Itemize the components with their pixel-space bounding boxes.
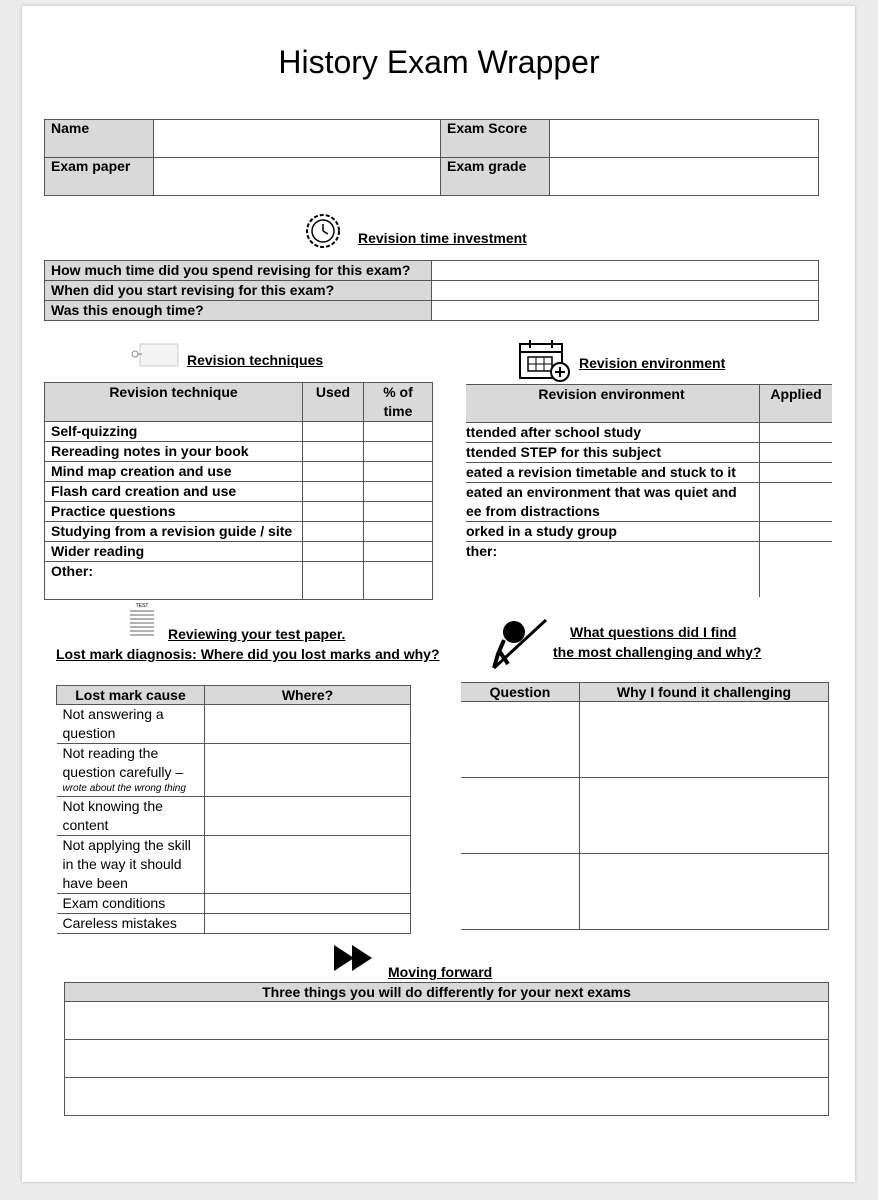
time-cell[interactable]	[364, 442, 433, 462]
cause-row-label: Not answering a question	[57, 705, 205, 744]
technique-row-label: Studying from a revision guide / site	[45, 522, 303, 542]
where-column-header: Where?	[205, 686, 411, 705]
moving-forward-heading: Moving forward	[388, 964, 493, 980]
environment-row-label: eated a revision timetable and stuck to it	[466, 463, 760, 483]
cause-row-label: Not knowing the content	[57, 797, 205, 836]
applied-cell[interactable]	[760, 423, 833, 443]
applied-cell[interactable]	[760, 542, 833, 598]
technique-row-label: Other:	[45, 562, 303, 600]
where-cell[interactable]	[205, 705, 411, 744]
time-answer-field[interactable]	[432, 261, 819, 281]
technique-column-header: Revision technique	[45, 383, 303, 422]
challenging-heading-line1: What questions did I find	[570, 624, 737, 640]
question-column-header: Question	[461, 683, 580, 702]
why-cell[interactable]	[580, 778, 829, 854]
applied-cell[interactable]	[760, 443, 833, 463]
time-column-header: % of time	[364, 383, 433, 422]
lost-mark-table	[56, 685, 411, 934]
environment-column-header: Revision environment	[466, 385, 760, 423]
time-cell[interactable]	[364, 522, 433, 542]
cause-row-label: Careless mistakes	[57, 914, 205, 934]
clock-icon	[303, 212, 343, 250]
technique-row-label: Wider reading	[45, 542, 303, 562]
moving-forward-header: Three things you will do differently for your next exams	[65, 983, 829, 1002]
why-column-header: Why I found it challenging	[580, 683, 829, 702]
revision-techniques-heading: Revision techniques	[187, 352, 324, 368]
used-cell[interactable]	[303, 522, 364, 542]
climbing-figure-icon	[490, 616, 550, 672]
cause-row-label: Not reading the question carefully –	[62, 745, 184, 780]
used-cell[interactable]	[303, 422, 364, 442]
environment-row-label: ttended STEP for this subject	[466, 443, 760, 463]
cause-row-label: Not applying the skill in the way it should have been	[57, 836, 205, 894]
moving-forward-table	[64, 982, 829, 1116]
next-exam-action-field[interactable]	[65, 1040, 829, 1078]
environment-row-label: ttended after school study	[466, 423, 760, 443]
flash-card-icon	[128, 341, 180, 369]
test-paper-icon	[127, 603, 157, 639]
exam-paper-field[interactable]	[154, 158, 441, 196]
why-cell[interactable]	[580, 702, 829, 778]
revision-time-table	[44, 260, 819, 321]
student-info-table	[44, 119, 819, 196]
environment-row-label: eated an environment that was quiet and ee from distractions	[466, 483, 760, 522]
cause-row-note: wrote about the wrong thing	[62, 783, 186, 794]
where-cell[interactable]	[205, 836, 411, 894]
exam-grade-field[interactable]	[550, 158, 819, 196]
time-question: When did you start revising for this exam?	[45, 281, 432, 301]
test-paper-lines	[127, 609, 157, 639]
review-heading: Reviewing your test paper.	[168, 626, 346, 642]
revision-time-heading: Revision time investment	[358, 230, 527, 246]
technique-row-label: Mind map creation and use	[45, 462, 303, 482]
exam-grade-label: Exam grade	[441, 158, 550, 196]
used-cell[interactable]	[303, 502, 364, 522]
test-paper-icon-label: TEST	[135, 603, 149, 609]
environment-table-clip	[466, 384, 832, 597]
next-exam-action-field[interactable]	[65, 1002, 829, 1040]
fast-forward-icon	[332, 942, 376, 974]
used-cell[interactable]	[303, 462, 364, 482]
environment-row-label: ther:	[466, 542, 760, 598]
time-answer-field[interactable]	[432, 301, 819, 321]
question-cell[interactable]	[461, 702, 580, 778]
exam-score-label: Exam Score	[441, 120, 550, 158]
cause-row-cell	[57, 744, 205, 797]
time-question: Was this enough time?	[45, 301, 432, 321]
used-cell[interactable]	[303, 442, 364, 462]
where-cell[interactable]	[205, 744, 411, 797]
time-cell[interactable]	[364, 562, 433, 600]
used-cell[interactable]	[303, 562, 364, 600]
time-cell[interactable]	[364, 422, 433, 442]
applied-column-header: Applied	[760, 385, 833, 423]
technique-row-label: Practice questions	[45, 502, 303, 522]
where-cell[interactable]	[205, 914, 411, 934]
applied-cell[interactable]	[760, 483, 833, 522]
applied-cell[interactable]	[760, 463, 833, 483]
exam-score-field[interactable]	[550, 120, 819, 158]
used-cell[interactable]	[303, 482, 364, 502]
time-cell[interactable]	[364, 502, 433, 522]
environment-row-label: orked in a study group	[466, 522, 760, 542]
next-exam-action-field[interactable]	[65, 1078, 829, 1116]
revision-techniques-table	[44, 382, 433, 600]
calendar-add-icon	[518, 338, 572, 382]
cause-column-header: Lost mark cause	[57, 686, 205, 705]
where-cell[interactable]	[205, 894, 411, 914]
why-cell[interactable]	[580, 854, 829, 930]
challenging-questions-table	[461, 682, 829, 930]
name-label: Name	[45, 120, 154, 158]
used-column-header: Used	[303, 383, 364, 422]
exam-paper-label: Exam paper	[45, 158, 154, 196]
challenging-heading-line2: the most challenging and why?	[553, 644, 762, 660]
technique-row-label: Rereading notes in your book	[45, 442, 303, 462]
technique-row-label: Self-quizzing	[45, 422, 303, 442]
question-cell[interactable]	[461, 854, 580, 930]
time-cell[interactable]	[364, 462, 433, 482]
technique-row-label: Flash card creation and use	[45, 482, 303, 502]
applied-cell[interactable]	[760, 522, 833, 542]
time-cell[interactable]	[364, 542, 433, 562]
used-cell[interactable]	[303, 542, 364, 562]
name-field[interactable]	[154, 120, 441, 158]
time-cell[interactable]	[364, 482, 433, 502]
cause-row-label: Exam conditions	[57, 894, 205, 914]
revision-environment-heading: Revision environment	[579, 355, 726, 371]
time-question: How much time did you spend revising for this exam?	[45, 261, 432, 281]
time-answer-field[interactable]	[432, 281, 819, 301]
review-subheading: Lost mark diagnosis: Where did you lost marks and why?	[56, 646, 440, 662]
question-cell[interactable]	[461, 778, 580, 854]
page-title: History Exam Wrapper	[278, 44, 600, 80]
revision-environment-table	[466, 384, 832, 597]
where-cell[interactable]	[205, 797, 411, 836]
